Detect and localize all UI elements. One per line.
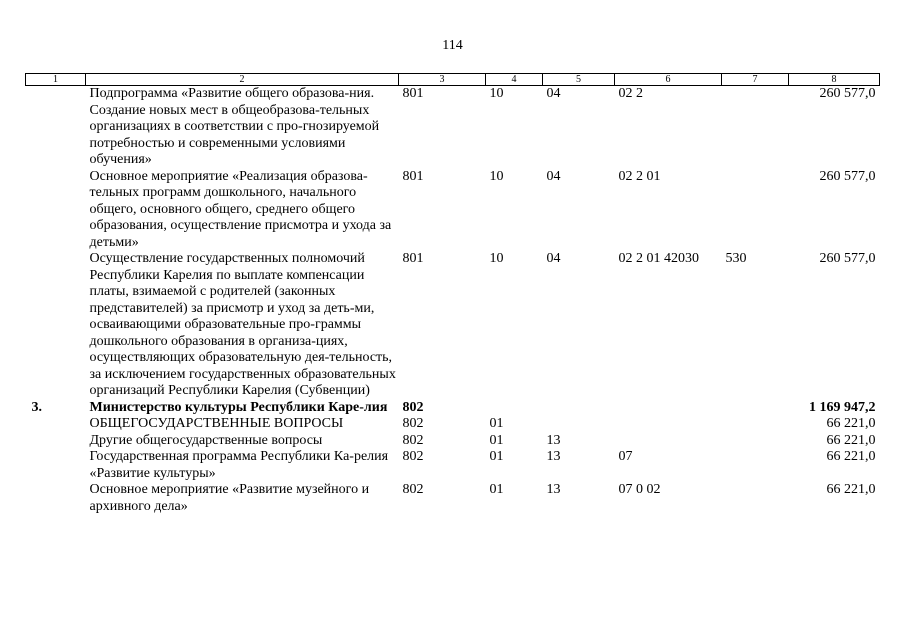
row-amount: 66 221,0 bbox=[826, 482, 876, 497]
row-code-col4: 01 bbox=[489, 432, 504, 448]
column-header: 6 bbox=[615, 74, 722, 86]
row-code-col7 bbox=[722, 482, 789, 515]
table-row bbox=[26, 251, 880, 400]
table-row bbox=[26, 449, 880, 482]
row-amount: 66 221,0 bbox=[826, 416, 876, 431]
row-code-col6: 02 2 bbox=[618, 86, 643, 101]
row-amount: 260 577,0 bbox=[819, 251, 876, 266]
table-row bbox=[26, 416, 880, 433]
row-description: Подпрограмма «Развитие общего образова-ния. Создание новых мест в общеобразова-тельных организациях в соответствии с про-гнозируемой потребностью и современными условиями обучения» bbox=[89, 86, 380, 167]
row-amount: 260 577,0 bbox=[819, 168, 876, 184]
table-row bbox=[26, 482, 880, 515]
row-description: Государственная программа Республики Ка-релия «Развитие культуры» bbox=[89, 449, 389, 481]
row-code-col5: 13 bbox=[546, 449, 561, 464]
row-code-col3: 802 bbox=[402, 482, 424, 497]
row-amount: 260 577,0 bbox=[819, 86, 876, 101]
row-code-col7 bbox=[722, 400, 789, 417]
table-row bbox=[26, 433, 880, 450]
row-description: Основное мероприятие «Реализация образова-тельных программ дошкольного, начального общего, основного общего, среднего общего образования, осуществление присмотра и ухода за детьми» bbox=[89, 168, 392, 250]
row-code-col4 bbox=[486, 400, 543, 417]
table-row bbox=[26, 169, 880, 252]
row-description: Другие общегосударственные вопросы bbox=[89, 432, 323, 448]
table-row bbox=[26, 86, 880, 169]
row-code-col3: 802 bbox=[402, 449, 424, 464]
row-code-col3: 801 bbox=[402, 168, 424, 184]
row-code-col5: 04 bbox=[546, 86, 561, 101]
page-number: 114 bbox=[442, 38, 463, 53]
row-code-col3: 802 bbox=[402, 399, 424, 415]
row-code-col3: 802 bbox=[402, 416, 424, 431]
table-header-row bbox=[26, 74, 880, 86]
row-amount: 66 221,0 bbox=[826, 432, 876, 448]
row-code-col7 bbox=[722, 449, 789, 482]
row-code-col6: 02 2 01 42030 bbox=[618, 251, 699, 266]
row-code-col4: 10 bbox=[489, 86, 504, 101]
row-index bbox=[26, 482, 86, 515]
table-row bbox=[26, 400, 880, 417]
row-code-col4: 01 bbox=[489, 449, 504, 464]
column-header: 7 bbox=[722, 74, 789, 86]
row-amount: 66 221,0 bbox=[826, 449, 876, 464]
row-code-col4: 01 bbox=[489, 482, 504, 497]
row-description: Министерство культуры Республики Каре-лия bbox=[89, 399, 388, 415]
row-index bbox=[26, 169, 86, 252]
row-code-col5 bbox=[543, 400, 615, 417]
row-code-col6: 02 2 01 bbox=[618, 168, 661, 184]
row-code-col5: 13 bbox=[546, 482, 561, 497]
row-code-col7 bbox=[722, 169, 789, 252]
row-index bbox=[26, 449, 86, 482]
row-code-col7 bbox=[722, 416, 789, 433]
row-amount: 1 169 947,2 bbox=[809, 399, 876, 415]
row-code-col5 bbox=[543, 416, 615, 433]
column-header: 1 bbox=[26, 74, 86, 86]
row-code-col4: 10 bbox=[489, 251, 504, 266]
row-index bbox=[26, 416, 86, 433]
row-code-col7: 530 bbox=[725, 251, 747, 266]
row-description: Осуществление государственных полномочий Республики Карелия по выплате компенсации платы, взимаемой с родителей (законных представителей) за присмотр и уход за деть-ми, осваивающими образовательные про-граммы дошкольного образования в организа-циях, осуществляющих образовательную дея-тельность, за исключением государственных образовательных организаций Республики Карелия (Субвенции) bbox=[89, 251, 396, 398]
column-header: 2 bbox=[86, 74, 399, 86]
row-code-col5: 04 bbox=[546, 251, 561, 266]
row-code-col3: 802 bbox=[402, 432, 424, 448]
column-header: 8 bbox=[789, 74, 880, 86]
budget-table bbox=[25, 73, 880, 515]
row-code-col5: 13 bbox=[546, 432, 561, 448]
row-code-col6: 07 bbox=[618, 449, 633, 464]
row-code-col6 bbox=[615, 416, 722, 433]
column-header: 5 bbox=[543, 74, 615, 86]
row-code-col4: 10 bbox=[489, 168, 504, 184]
row-description: ОБЩЕГОСУДАРСТВЕННЫЕ ВОПРОСЫ bbox=[89, 416, 344, 431]
row-index bbox=[26, 251, 86, 400]
row-code-col6 bbox=[615, 400, 722, 417]
column-header: 4 bbox=[486, 74, 543, 86]
row-code-col7 bbox=[722, 433, 789, 450]
row-code-col3: 801 bbox=[402, 251, 424, 266]
row-index: 3. bbox=[31, 399, 42, 415]
row-index bbox=[26, 433, 86, 450]
row-code-col6 bbox=[615, 433, 722, 450]
row-code-col6: 07 0 02 bbox=[618, 482, 661, 497]
column-header: 3 bbox=[399, 74, 486, 86]
row-code-col5: 04 bbox=[546, 168, 561, 184]
row-code-col7 bbox=[722, 86, 789, 169]
row-code-col4: 01 bbox=[489, 416, 504, 431]
row-description: Основное мероприятие «Развитие музейного и архивного дела» bbox=[89, 482, 370, 514]
row-index bbox=[26, 86, 86, 169]
row-code-col3: 801 bbox=[402, 86, 424, 101]
